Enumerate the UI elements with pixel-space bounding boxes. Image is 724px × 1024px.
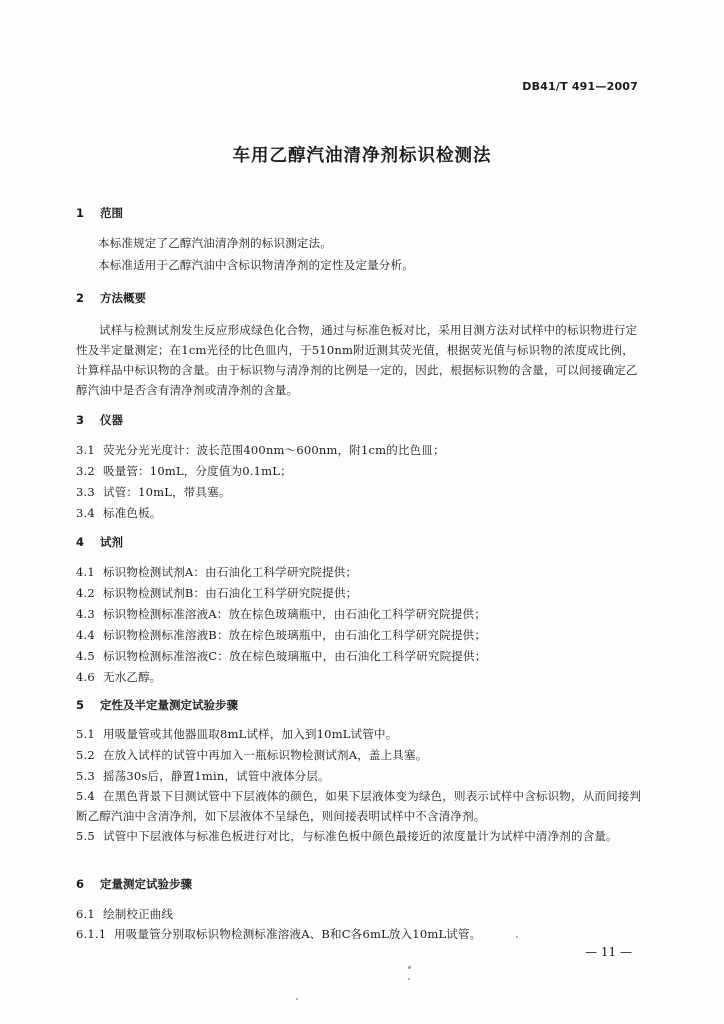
section-2-heading: [76, 290, 146, 306]
section-1-heading: [76, 205, 123, 221]
list-item: 5.5 试管中下层液体与标准色板进行对比，与标准色板中颜色最接近的浓度量计为试样中清净剂的含量。: [76, 829, 618, 843]
section-2-paragraph: 试样与检测试剂发生反应形成绿色化合物，通过与标准色板对比，采用目测方法对试样中的标识物进行定性及半定量测定；在1cm光径的比色皿内，于510nm附近测其荧光值，根据荧光值与标识物的浓度成比例，计算样品中标识物的含量。由于标识物与清净剂的比例是一定的，因此，根据标识物的含量，可以间接确定乙醇汽油中是否含有清净剂或清净剂的含量。: [76, 323, 638, 397]
list-item: 4.6 无水乙醇。: [76, 670, 162, 684]
section-number: 3: [76, 413, 85, 427]
list-item: 3.2 吸量管：10mL，分度值为0.1mL；: [76, 464, 292, 478]
document-title: 车用乙醇汽油清净剂标识检测法: [232, 146, 492, 166]
list-item: 4.4 标识物检测标准溶液B：放在棕色玻璃瓶中，由石油化工科学研究院提供；: [76, 628, 487, 642]
section-3-heading: [76, 412, 123, 428]
list-item: 3.1 荧光分光光度计：波长范围400nm～600nm，附1cm的比色皿；: [76, 443, 445, 457]
scan-speck: [296, 998, 298, 1000]
list-item: 5.4 在黑色背景下目测试管中下层液体的颜色，如果下层液体变为绿色，则表示试样中含标识物，从而间接判断乙醇汽油中含清净剂，如下层液体不呈绿色，则间接表明试样中不含清净剂。: [76, 789, 642, 823]
page-number: — 11 —: [585, 945, 632, 959]
section-title: 定量测定试验步骤: [100, 877, 193, 891]
section-title: 范围: [100, 206, 124, 220]
section-number: 1: [76, 206, 85, 220]
document-code: DB41/T 491—2007: [522, 80, 638, 93]
section-1-line-1: 本标准规定了乙醇汽油清净剂的标识测定法。: [98, 236, 332, 250]
section-number: 4: [76, 535, 85, 549]
list-item: 5.3 摇荡30s后，静置1min，试管中液体分层。: [76, 769, 330, 783]
list-item: 6.1.1 用吸量管分别取标识物检测标准溶液A、B和C各6mL放入10mL试管。: [76, 927, 482, 941]
list-item: 5.1 用吸量管或其他器皿取8mL试样，加入到10mL试管中。: [76, 727, 398, 741]
list-item: 4.3 标识物检测标准溶液A：放在棕色玻璃瓶中，由石油化工科学研究院提供；: [76, 607, 486, 621]
section-title: 方法概要: [100, 291, 147, 305]
list-item: 4.5 标识物检测标准溶液C：放在棕色玻璃瓶中，由石油化工科学研究院提供；: [76, 649, 487, 663]
section-number: 6: [76, 877, 85, 891]
section-1-line-2: 本标准适用于乙醇汽油中含标识物清净剂的定性及定量分析。: [98, 258, 414, 272]
list-item: 3.4 标准色板。: [76, 506, 162, 520]
section-number: 2: [76, 291, 85, 305]
section-title: 试剂: [100, 535, 124, 549]
list-item: 4.2 标识物检测试剂B：由石油化工科学研究院提供；: [76, 586, 358, 600]
section-title: 仪器: [100, 413, 124, 427]
section-title: 定性及半定量测定试验步骤: [100, 698, 239, 712]
scan-speck: [408, 978, 410, 980]
list-item: 3.3 试管：10mL，带具塞。: [76, 485, 231, 499]
scan-speck: [516, 936, 518, 938]
section-5-heading: [76, 697, 238, 713]
section-6-heading: [76, 876, 192, 892]
subsection-heading: 6.1 绘制校正曲线: [76, 907, 174, 921]
section-number: 5: [76, 698, 85, 712]
section-4-heading: [76, 534, 123, 550]
list-item: 5.2 在放入试样的试管中再加入一瓶标识物检测试剂A，盖上具塞。: [76, 748, 428, 762]
list-item: 4.1 标识物检测试剂A：由石油化工科学研究院提供；: [76, 565, 358, 579]
scan-speck: [408, 966, 411, 969]
